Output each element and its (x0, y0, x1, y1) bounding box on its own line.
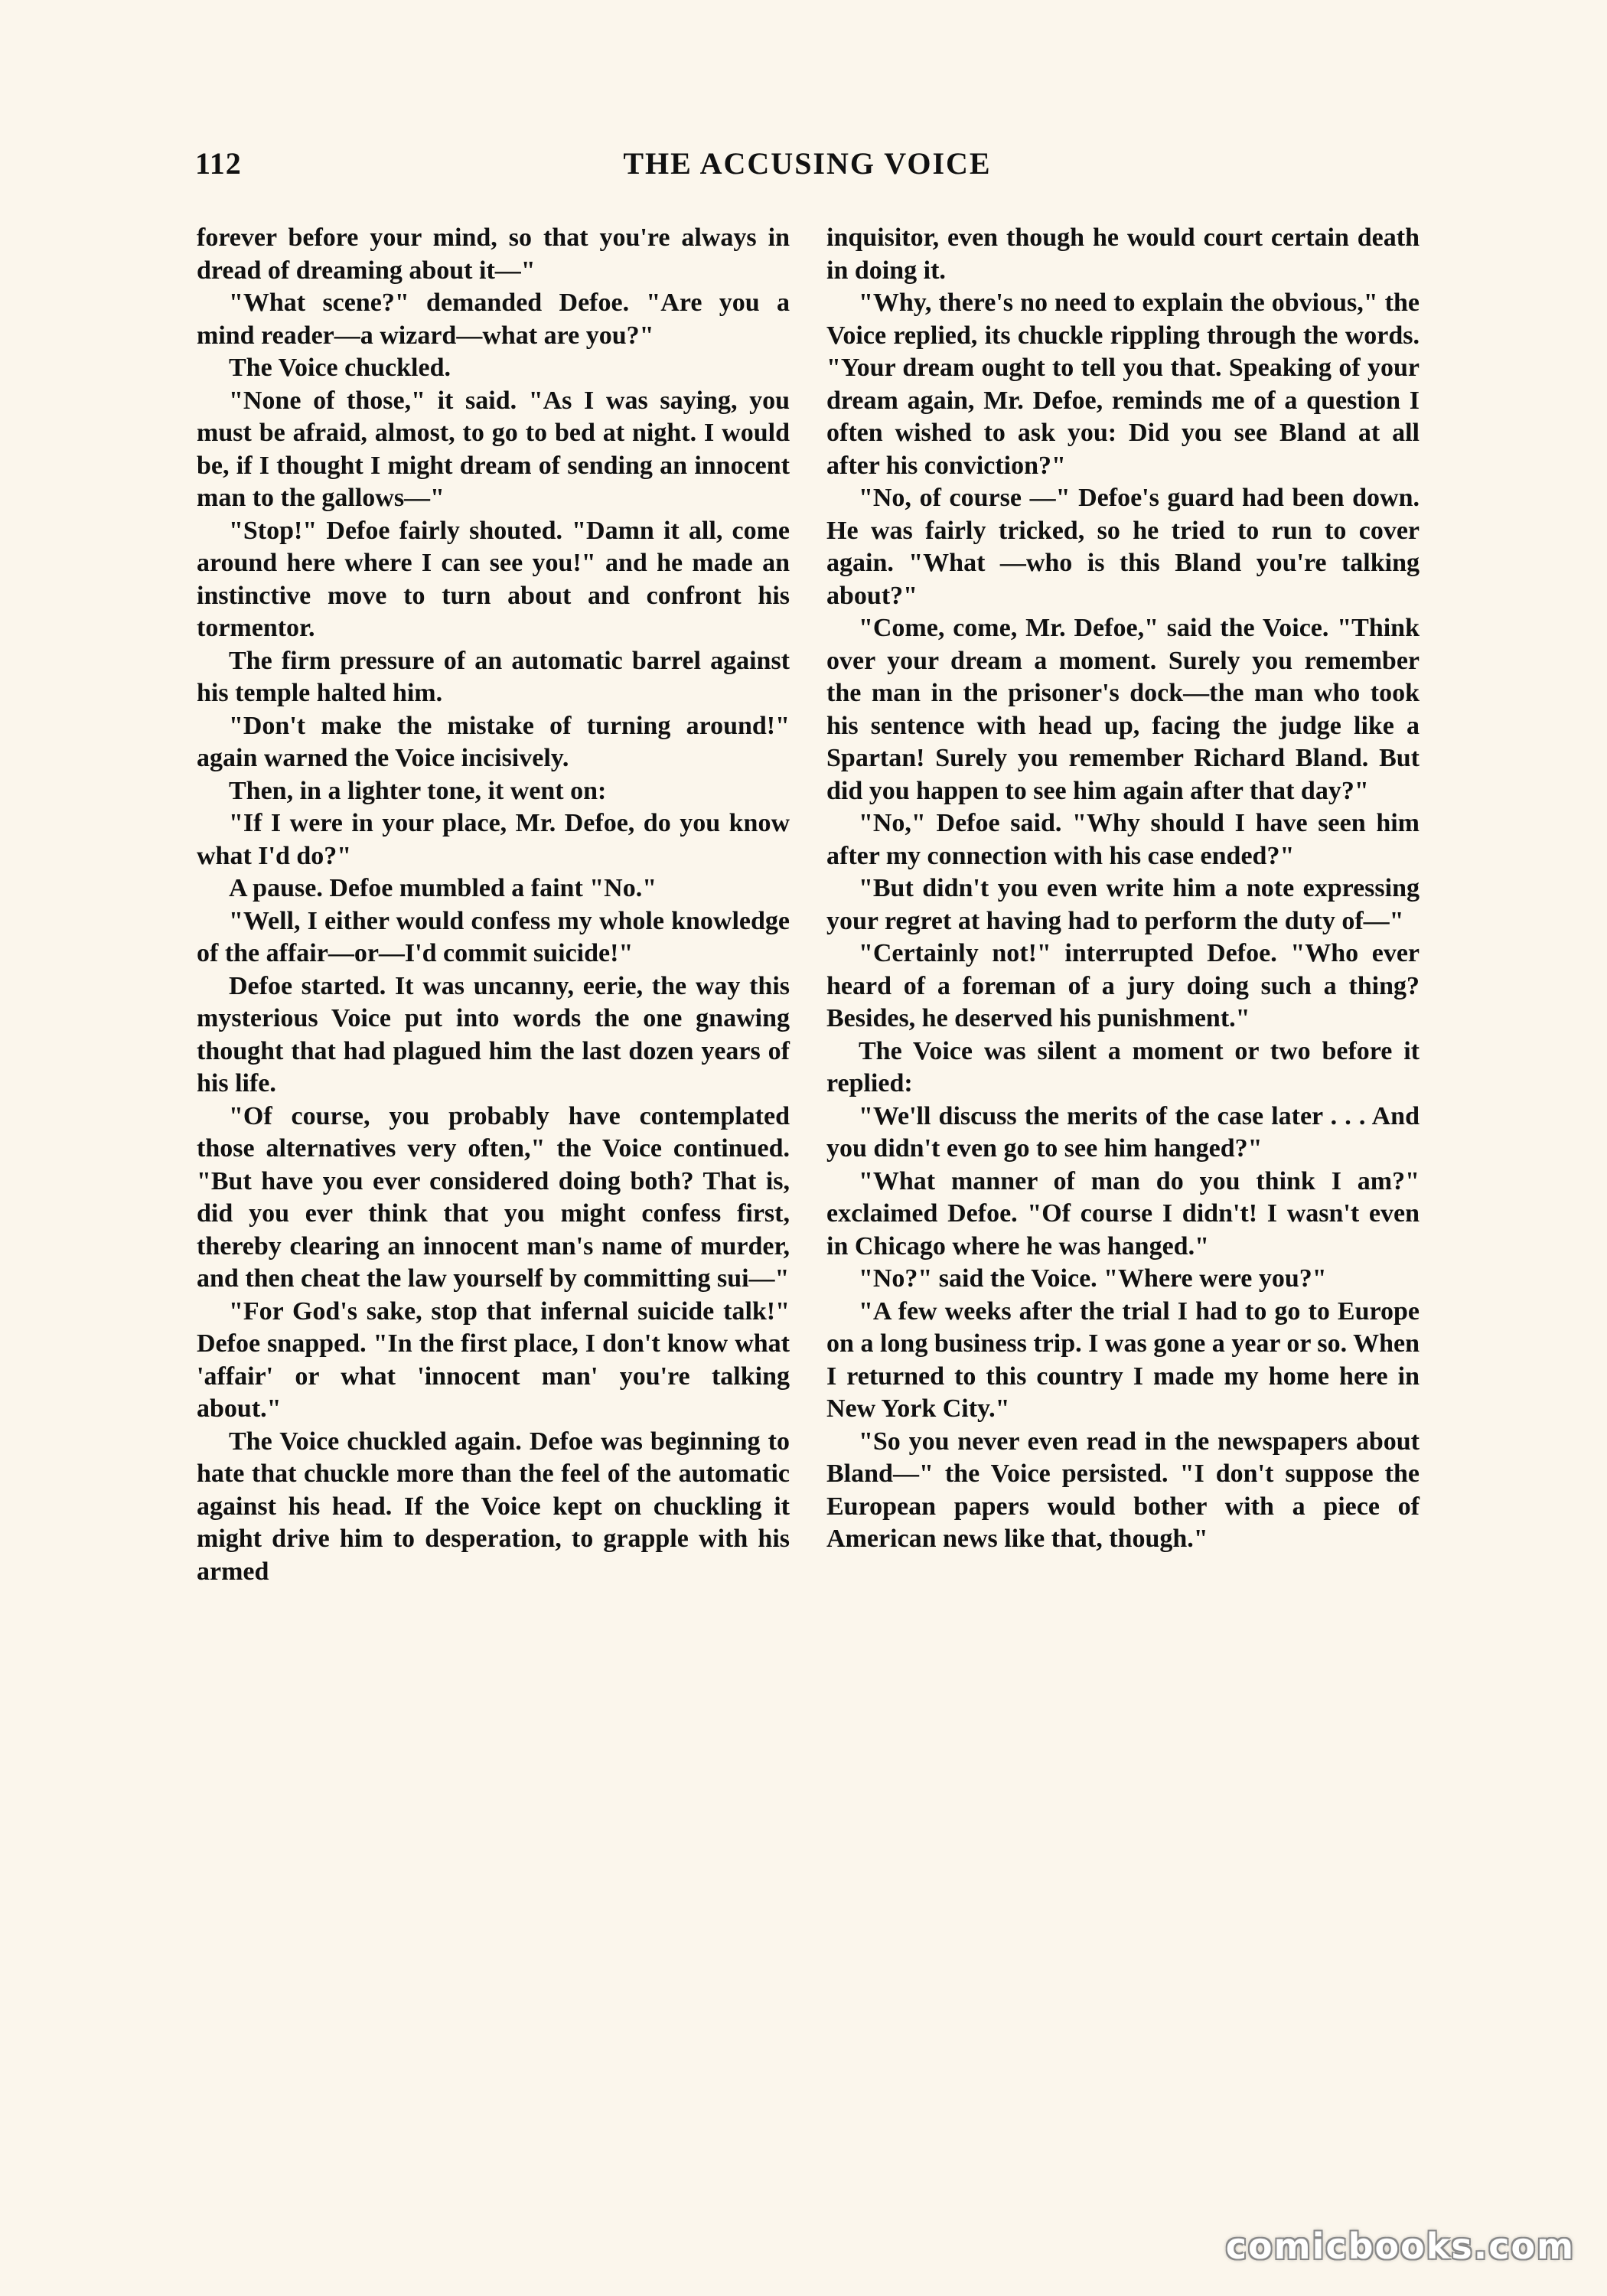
paragraph: "No?" said the Voice. "Where were you?" (859, 1264, 1327, 1293)
paragraph: "No," Defoe said. "Why should I have seen him after my connection with his case ended?" (826, 809, 1420, 870)
paragraph: "Certainly not!" interrupted Defoe. "Who ever heard of a foreman of a jury doing such a thing? Besides, he deserved his punishment." (826, 939, 1420, 1032)
paragraph: The Voice was silent a moment or two before it replied: (826, 1036, 1420, 1097)
page-number: 112 (195, 146, 242, 181)
paragraph: "Don't make the mistake of turning around!" again warned the Voice incisively. (197, 711, 790, 772)
paragraph: "What manner of man do you think I am?" exclaimed Defoe. "Of course I didn't! I wasn't even in Chicago where he was hanged." (826, 1166, 1420, 1261)
paragraph: A pause. Defoe mumbled a faint "No." (229, 874, 657, 902)
paragraph: "Stop!" Defoe fairly shouted. "Damn it all, come around here where I can see you!" and he made an instinctive move to turn about and confront his tormentor. (197, 516, 790, 642)
paragraph: "But didn't you even write him a note expressing your regret at having had to perform the duty of—" (826, 874, 1420, 935)
paragraph: "Why, there's no need to explain the obvious," the Voice replied, its chuckle rippling through the words. "Your dream ought to tell you that. Speaking of your dream again, Mr. Defoe, reminds me of a question I often wished to ask you: Did you see Bland at all after his conviction?" (826, 289, 1420, 480)
paragraph: "Of course, you probably have contemplated those alternatives very often," the Voice continued. "But have you ever considered doing both? That is, did you ever think that you might confess first, thereby clearing an innocent man's name of murder, and then cheat the law yourself by committing sui—" (197, 1101, 790, 1293)
paragraph: "So you never even read in the newspapers about Bland—" the Voice persisted. "I don't suppose the European papers would bother with a piece of American news like that, though." (826, 1427, 1420, 1553)
paragraph: The Voice chuckled again. Defoe was beginning to hate that chuckle more than the feel of the automatic against his head. If the Voice kept on chuckling it might drive him to desperation, to grapple with his armed (197, 1427, 790, 1586)
right-column (826, 222, 1420, 1556)
paragraph: "Come, come, Mr. Defoe," said the Voice. "Think over your dream a moment. Surely you remember the man in the prisoner's dock—the man who took his sentence with head up, facing the judge like a Spartan! Surely you remember Richard Bland. But did you happen to see him again after that day?" (826, 614, 1420, 805)
page-header (195, 145, 1420, 191)
paragraph: "No, of course —" Defoe's guard had been down. He was fairly tricked, so he tried to run to cover again. "What —who is this Bland you're talking about?" (826, 484, 1420, 610)
paragraph: Then, in a lighter tone, it went on: (229, 776, 607, 805)
paragraph: The Voice chuckled. (229, 354, 451, 382)
running-title: THE ACCUSING VOICE (623, 146, 992, 181)
paragraph: "We'll discuss the merits of the case later . . . And you didn't even go to see him hanged?" (826, 1101, 1420, 1163)
paragraph: "None of those," it said. "As I was saying, you must be afraid, almost, to go to bed at night. I would be, if I thought I might dream of sending an innocent man to the gallows—" (197, 386, 790, 512)
paragraph: Defoe started. It was uncanny, eerie, the way this mysterious Voice put into words the one gnawing thought that had plagued him the last dozen years of his life. (197, 971, 790, 1097)
paragraph: forever before your mind, so that you're always in dread of dreaming about it—" (197, 223, 790, 285)
paragraph: "A few weeks after the trial I had to go to Europe on a long business trip. I was gone a year or so. When I returned to this country I made my home here in New York City." (826, 1296, 1420, 1423)
paragraph: inquisitor, even though he would court certain death in doing it. (826, 223, 1420, 285)
paragraph: "Well, I either would confess my whole knowledge of the affair—or—I'd commit suicide!" (197, 906, 790, 967)
paragraph: "For God's sake, stop that infernal suicide talk!" Defoe snapped. "In the first place, I don't know what 'affair' or what 'innocent man' you're talking about." (197, 1296, 790, 1423)
watermark-logo: comicbooks.com (1225, 2226, 1575, 2267)
paragraph: "What scene?" demanded Defoe. "Are you a mind reader—a wizard—what are you?" (197, 289, 790, 350)
paragraph: "If I were in your place, Mr. Defoe, do you know what I'd do?" (197, 809, 790, 870)
left-column (197, 222, 790, 1588)
paragraph: The firm pressure of an automatic barrel against his temple halted him. (197, 646, 790, 707)
